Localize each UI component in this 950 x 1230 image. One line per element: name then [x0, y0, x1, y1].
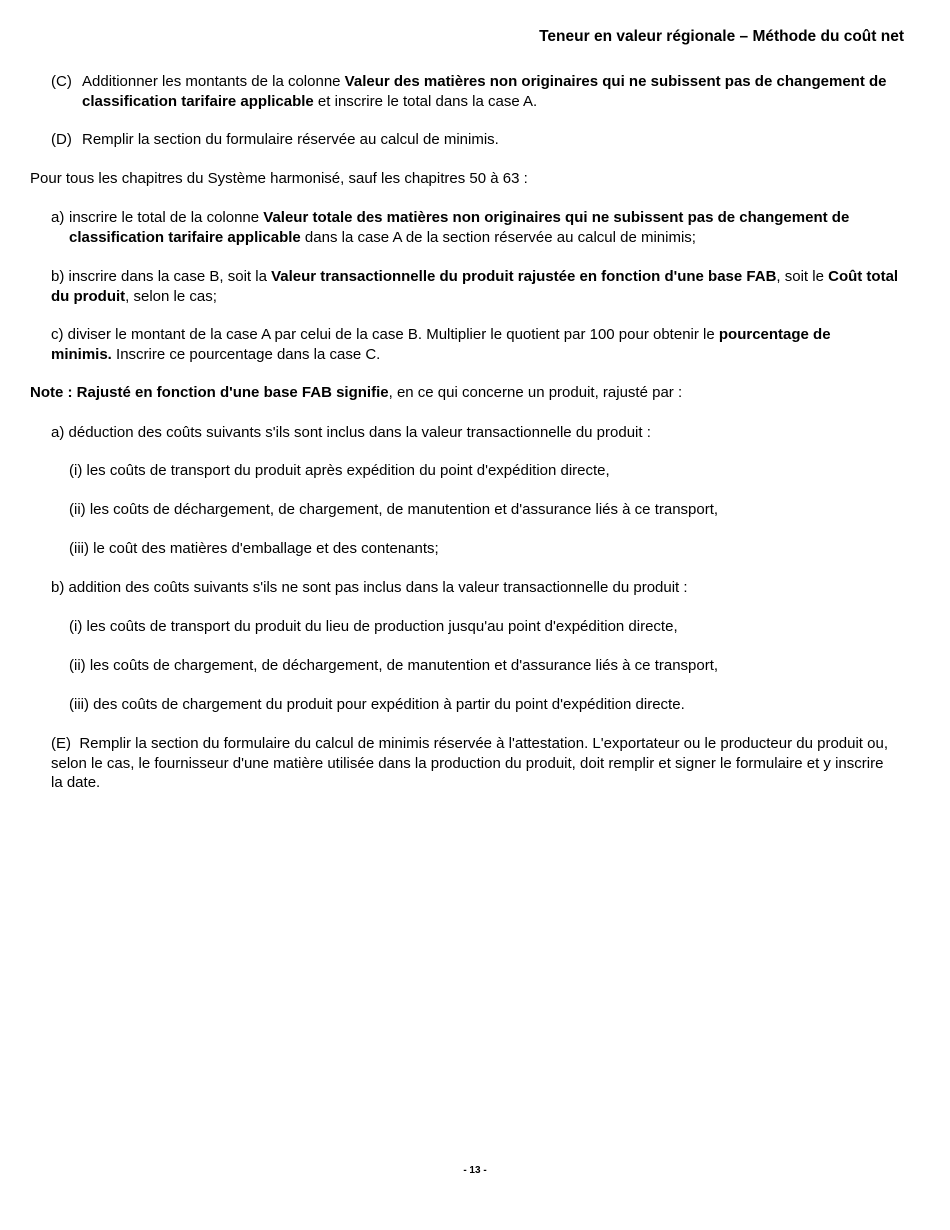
chapters-intro: Pour tous les chapitres du Système harmonisé, sauf les chapitres 50 à 63 : — [30, 170, 528, 187]
chapters-item-a-text: inscrire le total de la colonne Valeur totale des matières non originaires qui ne subissent pas de changement de classification tarifaire applicable dans la case A de la section réservée au calcul de minimis; — [69, 209, 850, 246]
step-d-label: (D) — [51, 131, 72, 148]
chapters-item-c: c) diviser le montant de la case A par celui de la case B. Multiplier le quotient par 100 pour obtenir le pourcentage de minimis. Inscrire ce pourcentage dans la case C. — [51, 326, 831, 363]
step-d — [51, 130, 921, 150]
step-c-text: Additionner les montants de la colonne Valeur des matières non originaires qui ne subissent pas de changement de classification tarifaire applicable et inscrire le total dans la case A. — [82, 73, 887, 110]
note-item-a: a) déduction des coûts suivants s'ils sont inclus dans la valeur transactionnelle du produit : — [51, 424, 651, 441]
step-c-label: (C) — [51, 73, 72, 90]
note-item-b-sub-ii: (ii) les coûts de chargement, de déchargement, de manutention et d'assurance liés à ce transport, — [69, 657, 719, 674]
note-item-a-sub-i: (i) les coûts de transport du produit après expédition du point d'expédition directe, — [69, 462, 610, 479]
note-item-a-sub-ii: (ii) les coûts de déchargement, de chargement, de manutention et d'assurance liés à ce transport, — [69, 501, 719, 518]
chapters-item-a-label: a) — [51, 209, 65, 226]
step-d-text: Remplir la section du formulaire réservée au calcul de minimis. — [82, 131, 499, 148]
step-e-label: (E) — [51, 735, 71, 752]
step-e — [51, 734, 899, 793]
note-item-a-sub-iii: (iii) le coût des matières d'emballage et des contenants; — [69, 540, 439, 557]
note-item-b: b) addition des coûts suivants s'ils ne sont pas inclus dans la valeur transactionnelle du produit : — [51, 579, 688, 596]
note-item-b-sub-iii: (iii) des coûts de chargement du produit pour expédition à partir du point d'expédition directe. — [69, 696, 685, 713]
note-heading: Note : Rajusté en fonction d'une base FAB signifie, en ce qui concerne un produit, rajusté par : — [30, 384, 683, 401]
step-c — [51, 72, 921, 111]
note-item-b-sub-i: (i) les coûts de transport du produit du lieu de production jusqu'au point d'expédition directe, — [69, 618, 678, 635]
page-header-title: Teneur en valeur régionale – Méthode du coût net — [539, 28, 904, 45]
step-e-text: Remplir la section du formulaire du calcul de minimis réservée à l'attestation. L'exportateur ou le producteur du produit ou, selon le cas, le fournisseur d'une matière utilisée dans la production du produit, doit remplir et signer le formulaire et y inscrire la date. — [51, 735, 888, 791]
page-number: - 13 - — [463, 1165, 487, 1176]
chapters-item-b: b) inscrire dans la case B, soit la Valeur transactionnelle du produit rajustée en fonction d'une base FAB, soit le Coût total du produit, selon le cas; — [51, 268, 899, 305]
chapters-item-a — [51, 208, 891, 247]
